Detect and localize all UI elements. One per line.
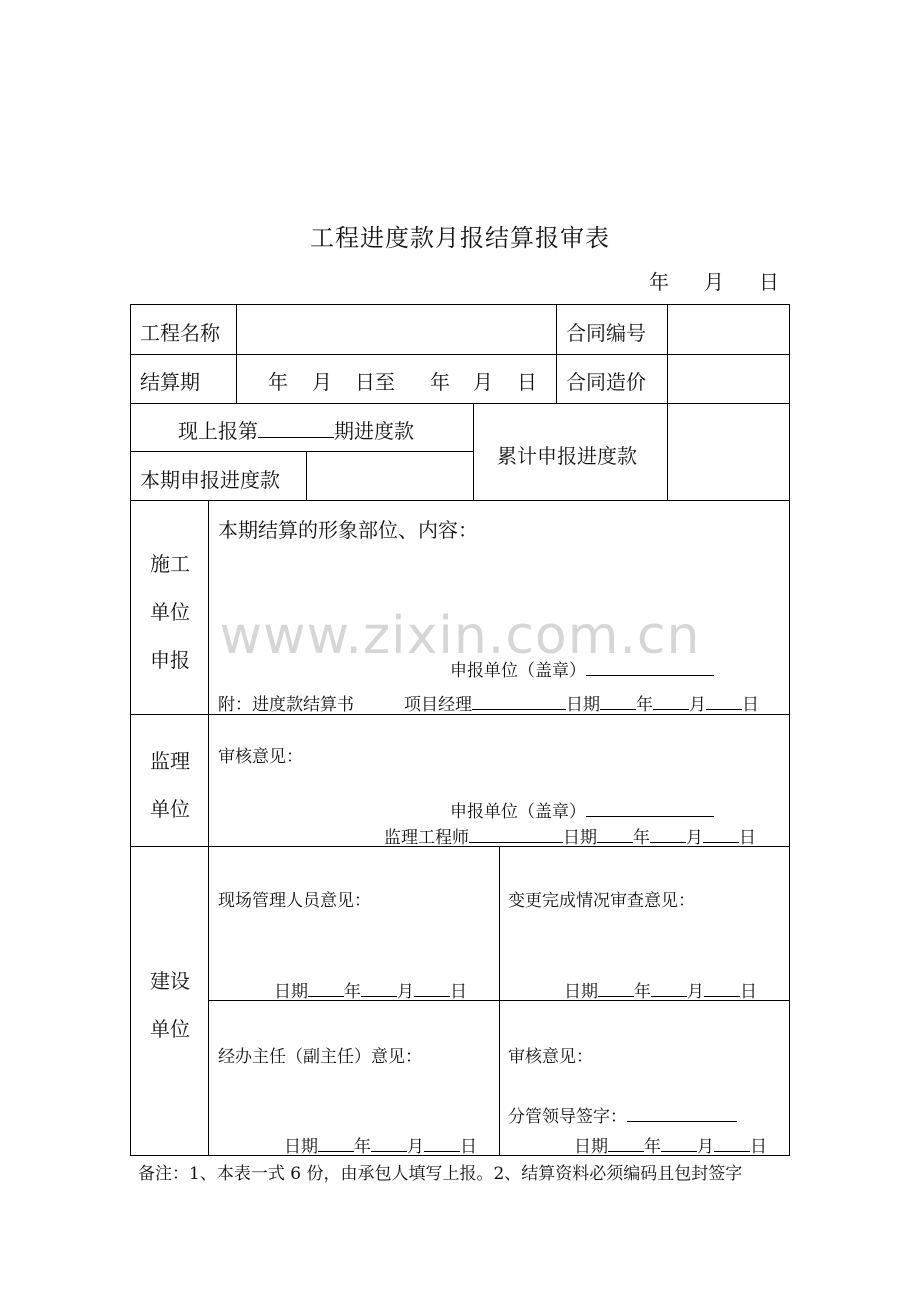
change-month-blank[interactable] [651, 995, 687, 997]
period-start-year: 年 [268, 370, 288, 394]
supervisor-review-label: 审核意见： [218, 747, 303, 767]
contractor-side-3: 申报 [150, 648, 190, 672]
cumulative-label: 累计申报进度款 [497, 444, 637, 468]
contractor-side-2: 单位 [150, 600, 190, 624]
supervisor-seal-label: 申报单位（盖章） [450, 802, 586, 822]
watermark: www.zixin.com.cn [219, 606, 701, 666]
owner-review-label: 审核意见： [508, 1047, 593, 1067]
supervisor-seal-blank[interactable] [586, 815, 714, 817]
director-date-label: 日期 [284, 1137, 318, 1157]
header-year: 年 [649, 270, 669, 294]
director-date-line [284, 1132, 477, 1157]
owner-side-2: 单位 [150, 1017, 190, 1041]
review-day: 日 [750, 1137, 767, 1157]
supervisor-day: 日 [739, 828, 756, 848]
site-date-label: 日期 [274, 982, 308, 1002]
review-day-blank[interactable] [714, 1150, 750, 1152]
current-period-label: 本期申报进度款 [140, 468, 280, 492]
contractor-side-1: 施工 [150, 552, 190, 576]
site-day: 日 [450, 982, 467, 1002]
site-year: 年 [344, 982, 361, 1002]
supervisor-seal [450, 797, 714, 822]
contractor-content-label: 本期结算的形象部位、内容： [218, 518, 478, 542]
cumulative-field[interactable] [671, 407, 785, 496]
site-year-blank[interactable] [308, 995, 344, 997]
supervisor-side-2: 单位 [150, 797, 190, 821]
supervisor-day-blank[interactable] [703, 841, 739, 843]
supervisor-sign-line [384, 823, 756, 848]
review-date-line [574, 1132, 767, 1157]
leader-sign-label: 分管领导签字： [508, 1107, 627, 1127]
director-day-blank[interactable] [424, 1150, 460, 1152]
header-month: 月 [704, 270, 724, 294]
supervisor-month: 月 [686, 828, 703, 848]
supervisor-month-blank[interactable] [650, 841, 686, 843]
contract-price-field[interactable] [671, 358, 785, 400]
settlement-period-label: 结算期 [140, 370, 200, 394]
change-date-line [564, 977, 757, 1002]
supervisor-year: 年 [633, 828, 650, 848]
contractor-day: 日 [742, 695, 759, 715]
engineer-blank[interactable] [469, 841, 563, 843]
site-month: 月 [397, 982, 414, 1002]
contractor-month-blank[interactable] [653, 708, 689, 710]
review-year: 年 [644, 1137, 661, 1157]
director-year-blank[interactable] [318, 1150, 354, 1152]
contractor-attach: 附：进度款结算书 [218, 695, 354, 715]
contract-no-field[interactable] [671, 308, 785, 350]
review-date-label: 日期 [574, 1137, 608, 1157]
report-suffix: 期进度款 [334, 419, 414, 443]
site-opinion-label: 现场管理人员意见： [218, 891, 371, 911]
project-name-label: 工程名称 [140, 321, 220, 345]
period-start-day: 日至 [355, 370, 395, 394]
change-year: 年 [634, 982, 651, 1002]
change-review-label: 变更完成情况审查意见： [508, 891, 695, 911]
contractor-year: 年 [636, 695, 653, 715]
report-period-blank[interactable] [258, 436, 334, 438]
supervisor-side-1: 监理 [150, 749, 190, 773]
project-name-field[interactable] [240, 308, 552, 350]
change-day-blank[interactable] [704, 995, 740, 997]
contractor-sign-line [404, 690, 759, 715]
footnote: 备注：1、本表一式 6 份，由承包人填写上报。2、结算资料必须编码且包封签字 [138, 1164, 743, 1184]
contractor-date-label: 日期 [566, 695, 600, 715]
supervisor-year-blank[interactable] [597, 841, 633, 843]
period-end-year: 年 [430, 370, 450, 394]
engineer-label: 监理工程师 [384, 828, 469, 848]
contractor-seal-blank[interactable] [586, 674, 714, 676]
page-title: 工程进度款月报结算报审表 [310, 224, 610, 252]
contract-price-label: 合同造价 [566, 370, 646, 394]
current-period-field[interactable] [310, 455, 469, 496]
contractor-year-blank[interactable] [600, 708, 636, 710]
director-opinion-label: 经办主任（副主任）意见： [218, 1047, 422, 1067]
director-day: 日 [460, 1137, 477, 1157]
contractor-month: 月 [689, 695, 706, 715]
review-month: 月 [697, 1137, 714, 1157]
change-year-blank[interactable] [598, 995, 634, 997]
supervisor-date-label: 日期 [563, 828, 597, 848]
contractor-day-blank[interactable] [706, 708, 742, 710]
change-day: 日 [740, 982, 757, 1002]
change-date-label: 日期 [564, 982, 598, 1002]
leader-sign-line [508, 1102, 737, 1127]
change-month: 月 [687, 982, 704, 1002]
contractor-seal [450, 656, 714, 681]
pm-blank[interactable] [472, 708, 566, 710]
review-year-blank[interactable] [608, 1150, 644, 1152]
owner-side-1: 建设 [150, 969, 190, 993]
director-year: 年 [354, 1137, 371, 1157]
site-date-line [274, 977, 467, 1002]
report-period-text [178, 415, 414, 444]
review-month-blank[interactable] [661, 1150, 697, 1152]
director-month-blank[interactable] [371, 1150, 407, 1152]
period-end-day: 日 [517, 370, 537, 394]
report-prefix: 现上报第 [178, 419, 258, 443]
site-day-blank[interactable] [414, 995, 450, 997]
contract-no-label: 合同编号 [566, 321, 646, 345]
period-end-month: 月 [473, 370, 493, 394]
period-start-month: 月 [312, 370, 332, 394]
contractor-seal-label: 申报单位（盖章） [450, 661, 586, 681]
director-month: 月 [407, 1137, 424, 1157]
header-day: 日 [759, 270, 779, 294]
leader-sign-blank[interactable] [627, 1120, 737, 1122]
site-month-blank[interactable] [361, 995, 397, 997]
pm-label: 项目经理 [404, 695, 472, 715]
